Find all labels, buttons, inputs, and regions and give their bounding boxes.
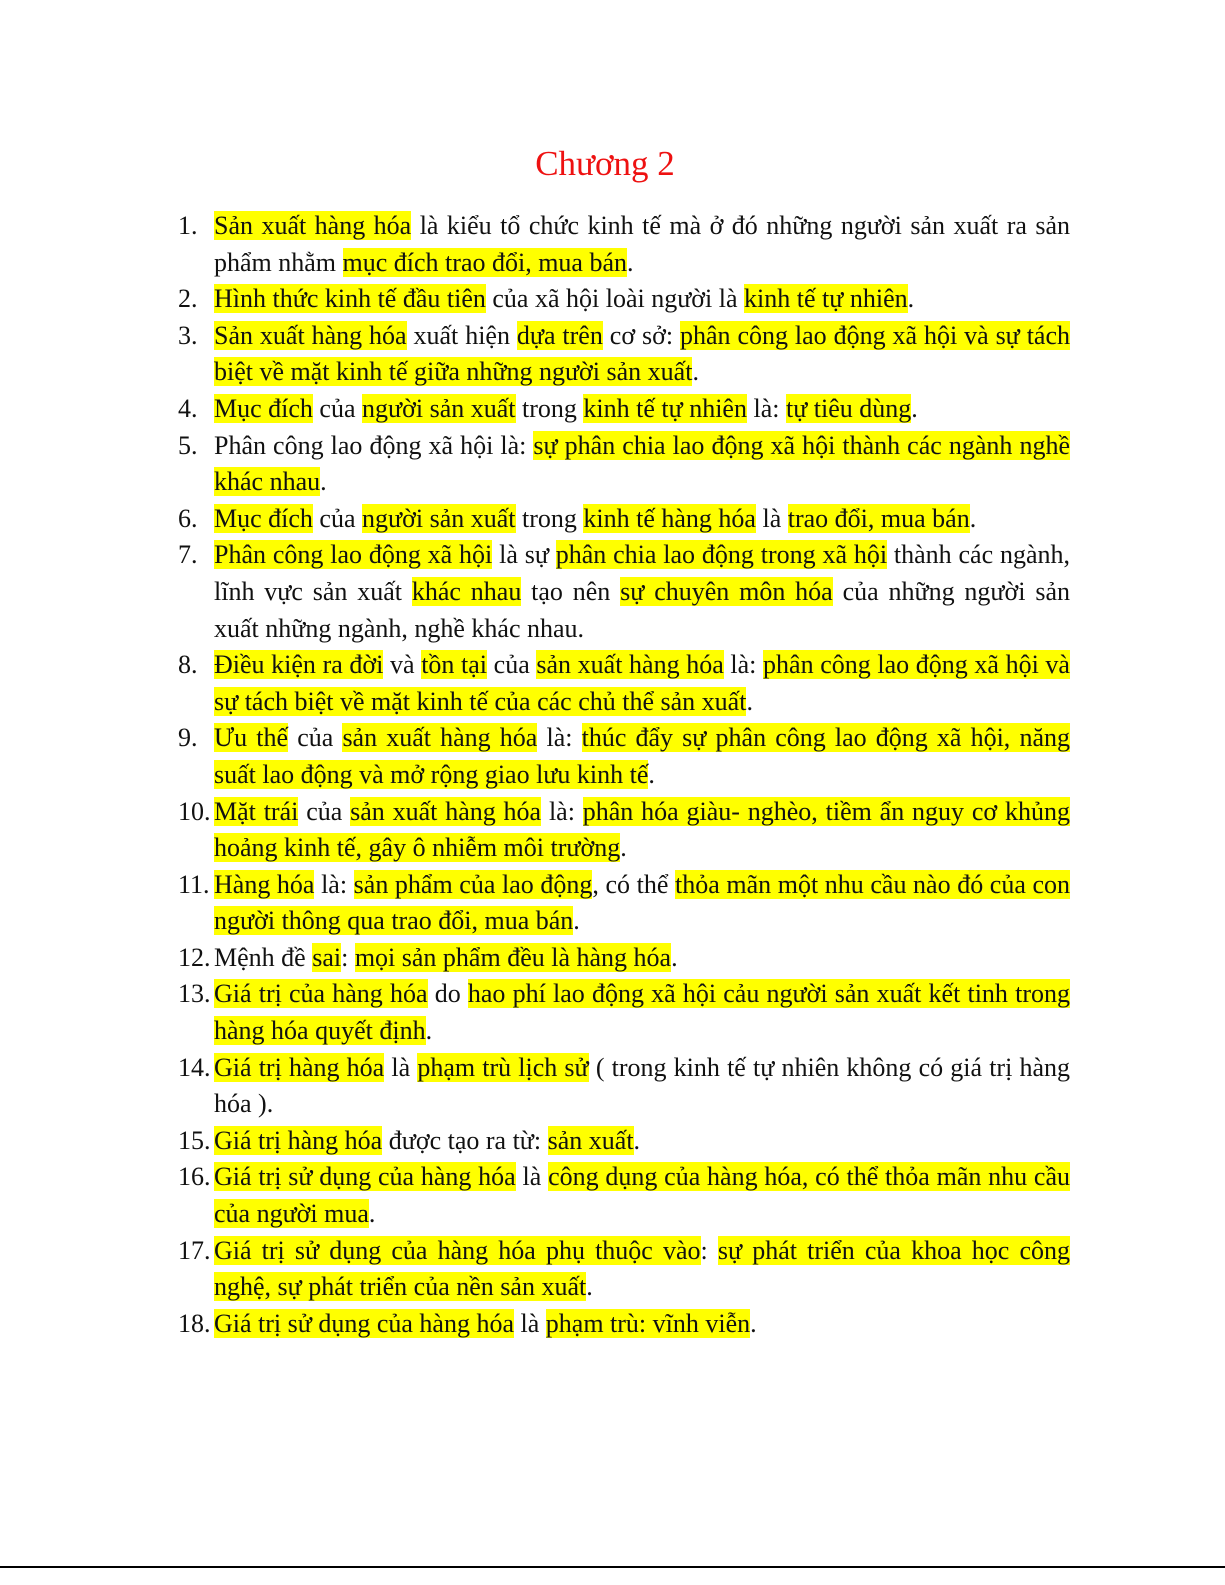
body-text: của xyxy=(298,796,351,826)
list-item-number: 2. xyxy=(178,284,198,314)
highlighted-text: Giá trị hàng hóa xyxy=(214,1125,383,1155)
page-title: Chương 2 xyxy=(535,144,675,183)
highlighted-text: Mục đích xyxy=(214,393,313,423)
body-text: là: xyxy=(541,796,583,826)
body-text: là sự xyxy=(492,540,556,570)
highlighted-text: phân công lao động xã hội và sự tách biệt về mặt kinh tế giữa những người sản xuất xyxy=(214,320,1070,387)
highlighted-text: Điều kiện ra đời xyxy=(214,650,384,680)
highlighted-text: công dụng của hàng hóa, có thể thỏa mãn nhu cầu của người mua xyxy=(214,1162,1071,1229)
list-item-number: 9. xyxy=(178,723,198,753)
body-text: được tạo ra từ: xyxy=(382,1125,548,1155)
body-text: Mệnh đề xyxy=(214,942,313,972)
body-text: . xyxy=(750,1308,757,1338)
highlighted-text: Giá trị của hàng hóa xyxy=(214,979,428,1009)
list-item xyxy=(174,976,1070,1049)
body-text: là xyxy=(755,503,788,533)
list-item-number: 17. xyxy=(178,1235,211,1265)
body-text: của xyxy=(487,650,537,680)
highlighted-text: sản phẩm của lao động xyxy=(353,869,593,899)
list-item xyxy=(174,208,1070,281)
body-text: ( trong kinh tế tự nhiên không có giá trị hàng hóa ). xyxy=(214,1052,1071,1119)
list-item-number: 6. xyxy=(178,503,198,533)
list-item xyxy=(174,647,1070,720)
body-text: . xyxy=(907,284,915,314)
list-item xyxy=(174,1159,1070,1232)
list-item-number: 8. xyxy=(178,650,198,680)
highlighted-text: Giá trị hàng hóa xyxy=(214,1052,385,1082)
list-item xyxy=(174,501,1070,538)
body-text: của xyxy=(312,503,363,533)
highlighted-text: sai xyxy=(312,942,342,972)
numbered-list xyxy=(174,208,1070,1342)
body-text: là: xyxy=(723,650,764,680)
body-text: cơ sở: xyxy=(602,320,680,350)
highlighted-text: phân hóa giàu- nghèo, tiềm ẩn nguy cơ khủng hoảng kinh tế, gây ô nhiễm môi trường xyxy=(214,796,1070,863)
list-item xyxy=(174,318,1070,391)
body-text: trong xyxy=(515,393,584,423)
list-item xyxy=(174,391,1070,428)
list-item-number: 14. xyxy=(178,1052,211,1082)
list-item-number: 7. xyxy=(178,540,198,570)
highlighted-text: tự tiêu dùng xyxy=(785,393,912,423)
body-text: . xyxy=(320,467,327,497)
highlighted-text: người sản xuất xyxy=(362,393,516,423)
body-text: tạo nên xyxy=(521,576,621,606)
highlighted-text: Giá trị sử dụng của hàng hóa xyxy=(214,1162,516,1192)
body-text: là xyxy=(515,1162,549,1192)
highlighted-text: Sản xuất hàng hóa xyxy=(214,211,412,240)
list-item xyxy=(174,1306,1070,1343)
highlighted-text: Giá trị sử dụng của hàng hóa xyxy=(214,1308,515,1338)
highlighted-text: kinh tế hàng hóa xyxy=(583,503,756,533)
list-item xyxy=(174,281,1070,318)
highlighted-text: khác nhau xyxy=(411,576,522,606)
body-text: . xyxy=(573,906,580,936)
list-item xyxy=(174,1123,1070,1160)
highlighted-text: kinh tế tự nhiên xyxy=(744,284,908,314)
list-item xyxy=(174,720,1070,793)
highlighted-text: tồn tại xyxy=(421,650,488,680)
list-item-number: 10. xyxy=(178,796,211,826)
highlighted-text: kinh tế tự nhiên xyxy=(583,393,747,423)
highlighted-text: Hàng hóa xyxy=(214,869,315,899)
list-item-number: 13. xyxy=(178,979,211,1009)
highlighted-text: phạm trù: vĩnh viễn xyxy=(545,1308,751,1338)
body-text: . xyxy=(969,503,977,533)
list-item-number: 11. xyxy=(178,869,210,899)
list-item xyxy=(174,1050,1070,1123)
highlighted-text: Sản xuất hàng hóa xyxy=(214,320,407,350)
highlighted-text: sự chuyên môn hóa xyxy=(620,576,833,606)
highlighted-text: trao đổi, mua bán xyxy=(787,503,970,533)
highlighted-text: phạm trù lịch sử xyxy=(417,1052,589,1082)
highlighted-text: Mặt trái xyxy=(214,796,299,826)
body-text: . xyxy=(586,1272,593,1302)
list-item-number: 18. xyxy=(178,1308,211,1338)
highlighted-text: Mục đích xyxy=(214,503,313,533)
highlighted-text: thúc đẩy sự phân công lao động xã hội, năng suất lao động và mở rộng giao lưu kinh tế xyxy=(214,723,1070,789)
list-item-number: 15. xyxy=(178,1125,211,1155)
highlighted-text: dựa trên xyxy=(516,320,603,350)
highlighted-text: sản xuất hàng hóa xyxy=(350,796,542,826)
highlighted-text: hao phí lao động xã hội cảu người sản xuất kết tinh trong hàng hóa quyết định xyxy=(214,979,1070,1046)
highlighted-text: thỏa mãn một nhu cầu nào đó của con người thông qua trao đổi, mua bán xyxy=(214,869,1071,936)
body-text: do xyxy=(427,979,468,1009)
list-item xyxy=(174,794,1070,867)
body-text: . xyxy=(911,393,918,423)
body-text: . xyxy=(671,942,678,972)
body-text: . xyxy=(627,247,634,277)
body-text: là: xyxy=(537,723,582,753)
highlighted-text: Phân công lao động xã hội xyxy=(214,540,493,570)
list-item-number: 1. xyxy=(178,211,198,240)
list-item xyxy=(174,867,1070,940)
body-text: xuất hiện xyxy=(406,320,517,350)
body-text: là xyxy=(384,1052,418,1082)
body-text: và xyxy=(383,650,422,680)
list-item-number: 12. xyxy=(178,942,211,972)
body-text: của xyxy=(288,723,343,753)
highlighted-text: sản xuất hàng hóa xyxy=(342,723,538,753)
list-item-number: 16. xyxy=(178,1162,211,1192)
list-item-number: 5. xyxy=(178,430,198,460)
body-text: : xyxy=(700,1235,718,1265)
body-text: . xyxy=(620,833,627,863)
highlighted-text: sự phát triển của khoa học công nghệ, sự phát triển của nền sản xuất xyxy=(214,1235,1070,1302)
body-text: của xyxy=(312,393,363,423)
body-text: của xã hội loài người là xyxy=(485,284,745,314)
body-text: là: xyxy=(746,393,786,423)
body-text: . xyxy=(692,357,699,387)
body-text: , có thể xyxy=(592,869,675,899)
body-text: . xyxy=(425,1016,433,1046)
body-text: trong xyxy=(515,503,584,533)
list-item xyxy=(174,940,1070,977)
highlighted-text: phân chia lao động trong xã hội xyxy=(555,540,888,570)
body-text: thành các ngành, lĩnh vực sản xuất xyxy=(214,540,1070,606)
highlighted-text: sản xuất xyxy=(547,1125,634,1155)
list-item xyxy=(174,1233,1070,1306)
highlighted-text: mọi sản phẩm đều là hàng hóa xyxy=(354,942,672,972)
body-text: . xyxy=(648,759,655,789)
highlighted-text: người sản xuất xyxy=(362,503,516,533)
highlighted-text: sản xuất hàng hóa xyxy=(536,650,724,680)
list-item xyxy=(174,428,1070,501)
body-text: : xyxy=(341,942,355,972)
highlighted-text: sự phân chia lao động xã hội thành các ngành nghề khác nhau xyxy=(214,430,1070,497)
body-text: là xyxy=(514,1308,546,1338)
highlighted-text: Giá trị sử dụng của hàng hóa phụ thuộc vào xyxy=(214,1235,701,1265)
highlighted-text: mục đích trao đổi, mua bán xyxy=(342,247,628,277)
list-item-number: 4. xyxy=(178,393,198,423)
list-item xyxy=(174,537,1070,647)
body-text: là: xyxy=(314,869,354,899)
body-text: . xyxy=(633,1125,641,1155)
body-text: . xyxy=(368,1199,376,1229)
highlighted-text: phân công lao động xã hội và sự tách biệt về mặt kinh tế của các chủ thể sản xuất xyxy=(214,650,1070,716)
highlighted-text: Hình thức kinh tế đầu tiên xyxy=(214,284,486,314)
body-text: của những người sản xuất những ngành, nghề khác nhau. xyxy=(214,576,1070,643)
body-text: . xyxy=(746,686,753,716)
page-bottom-rule xyxy=(0,1566,1225,1568)
body-text: là kiểu tổ chức kinh tế mà ở đó những người sản xuất ra sản phẩm nhằm xyxy=(214,211,1071,277)
highlighted-text: Ưu thế xyxy=(214,723,289,753)
list-item-number: 3. xyxy=(178,320,198,350)
body-text: Phân công lao động xã hội là: xyxy=(214,430,534,460)
